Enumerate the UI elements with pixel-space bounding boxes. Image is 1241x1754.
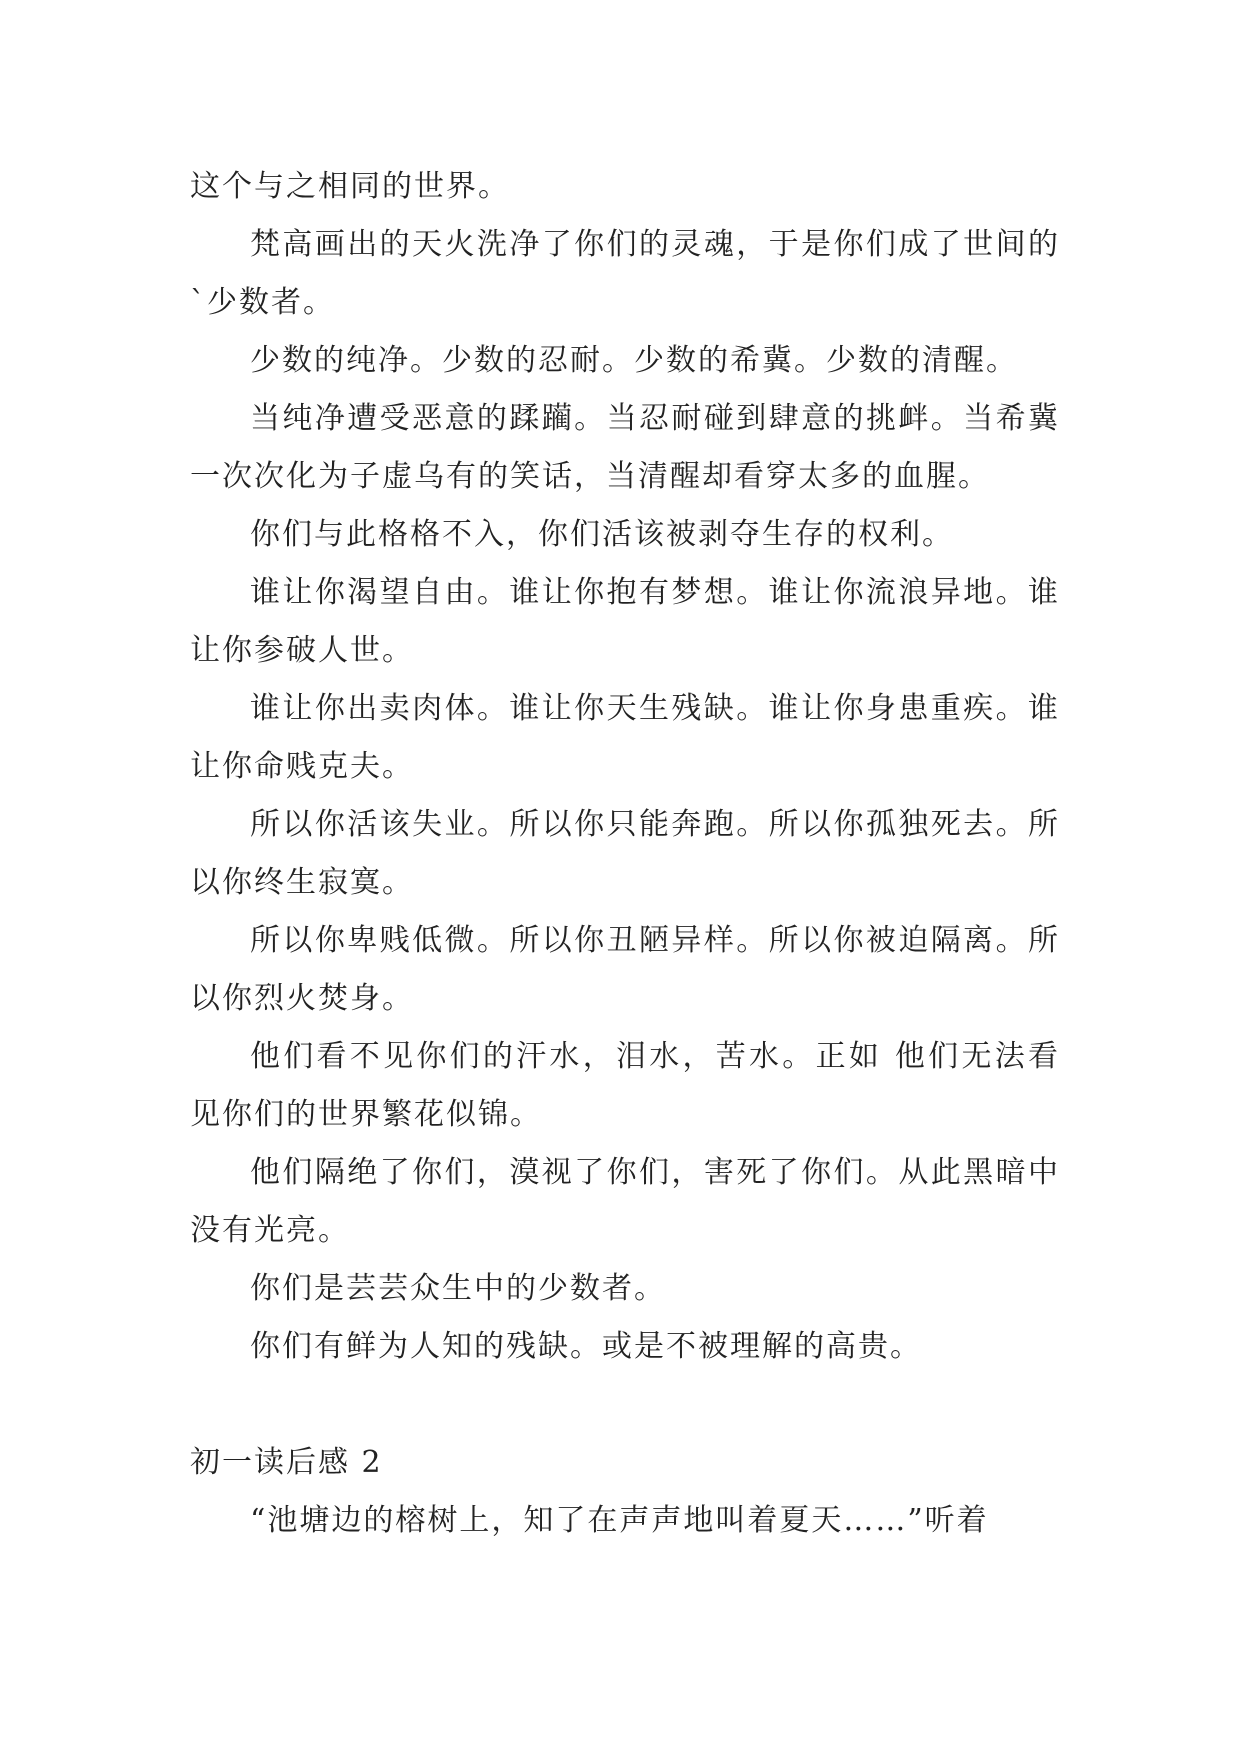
paragraph: 所以你卑贱低微。所以你丑陋异样。所以你被迫隔离。所以你烈火焚身。 (190, 923, 1060, 1016)
blank-line (190, 1376, 1060, 1434)
paragraph: 他们隔绝了你们，漠视了你们，害死了你们。从此黑暗中没有光亮。 (190, 1155, 1060, 1248)
paragraph: 你们有鲜为人知的残缺。或是不被理解的高贵。 (250, 1329, 922, 1364)
paragraph: 梵高画出的天火洗净了你们的灵魂，于是你们成了世间的`少数者。 (190, 227, 1060, 320)
paragraph: 你们与此格格不入，你们活该被剥夺生存的权利。 (250, 517, 954, 552)
paragraph-continuation: 这个与之相同的世界。 (190, 169, 510, 204)
document-body (190, 158, 1060, 1550)
paragraph: 谁让你出卖肉体。谁让你天生残缺。谁让你身患重疾。谁让你命贱克夫。 (190, 691, 1060, 784)
paragraph: 少数的纯净。少数的忍耐。少数的希冀。少数的清醒。 (250, 343, 1018, 378)
paragraph: 所以你活该失业。所以你只能奔跑。所以你孤独死去。所以你终生寂寞。 (190, 807, 1060, 900)
section-title: 初一读后感 2 (190, 1445, 383, 1480)
paragraph: 他们看不见你们的汗水，泪水，苦水。正如 他们无法看见你们的世界繁花似锦。 (190, 1039, 1060, 1132)
paragraph: “池塘边的榕树上，知了在声声地叫着夏天……”听着 (250, 1503, 989, 1538)
paragraph: 你们是芸芸众生中的少数者。 (250, 1271, 666, 1306)
paragraph: 当纯净遭受恶意的蹂躏。当忍耐碰到肆意的挑衅。当希冀一次次化为子虚乌有的笑话，当清醒却看穿太多的血腥。 (190, 401, 1060, 494)
paragraph: 谁让你渴望自由。谁让你抱有梦想。谁让你流浪异地。谁让你参破人世。 (190, 575, 1060, 668)
